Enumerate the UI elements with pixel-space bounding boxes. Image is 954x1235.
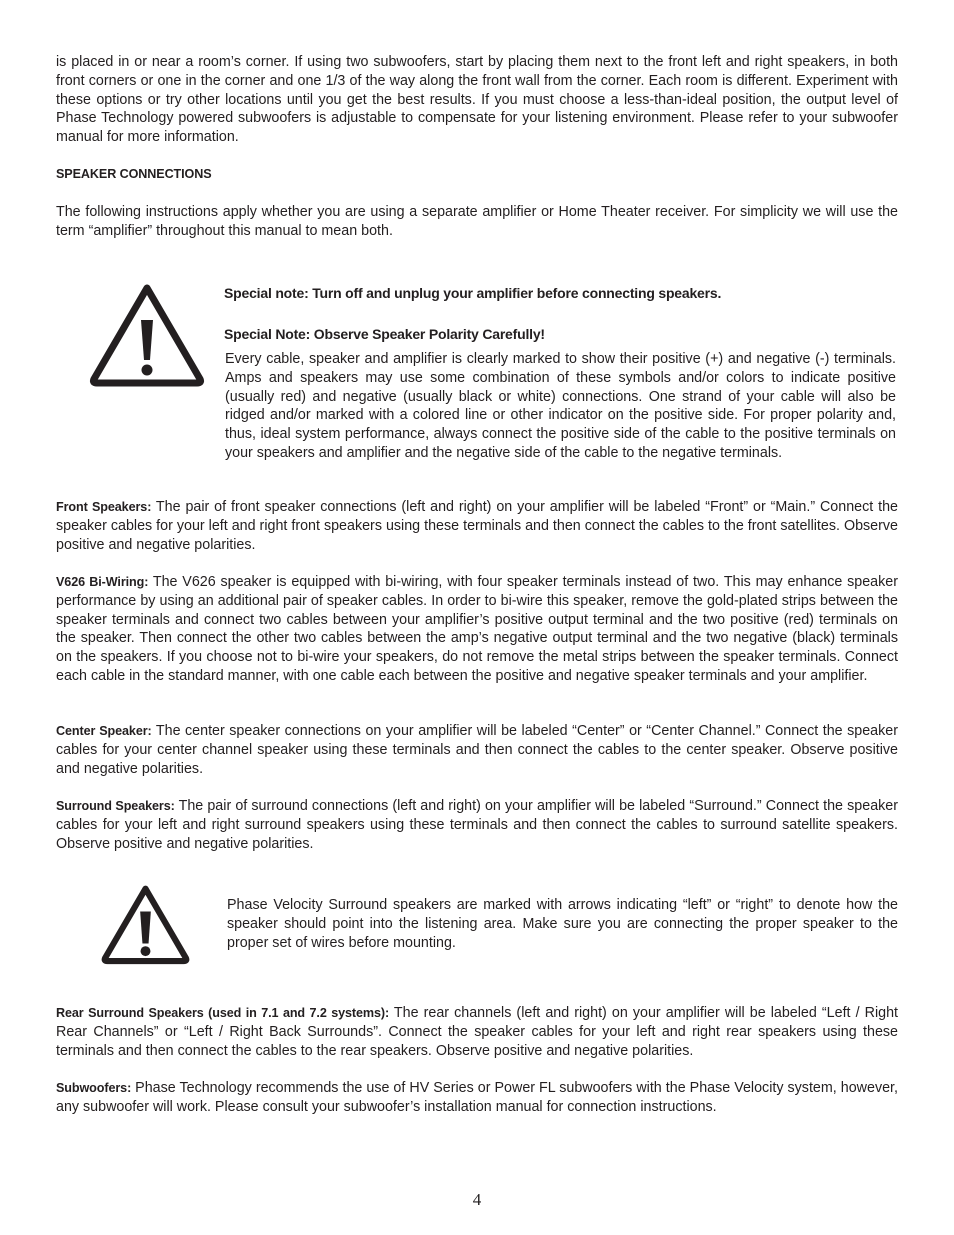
rear-surround-lead: Rear Surround Speakers (used in 7.1 and 7.2 systems):: [56, 1006, 390, 1020]
rear-surround-text: The rear channels (left and right) on your amplifier will be labeled “Left / Right Rear Channels” or “Left / Right Back Surrounds”. Connect the speaker cables for your left and right rear speakers using these terminals and then connect the cables to the rear speakers. Observe positive and negative polarities.: [56, 1005, 898, 1059]
bi-wiring-lead: V626 Bi-Wiring:: [56, 575, 149, 589]
page-number: 4: [472, 1190, 482, 1209]
intro-paragraph: is placed in or near a room’s corner. If using two subwoofers, start by placing them next to the front left and right speakers, in both front corners or one in the corner and one 1/3 of the way along the front wall from the corner. Each room is different. Experiment with these options or try other locations until you get the best results. If you must choose a less-than-ideal position, the output level of Phase Technology powered subwoofers is adjustable to compensate for your listening environment. Please refer to your subwoofer manual for more information.: [56, 54, 898, 146]
rear-surround-paragraph: [56, 1004, 898, 1060]
bi-wiring-text: The V626 speaker is equipped with bi-wiring, with four speaker terminals instead of two. This may enhance speaker performance by using an additional pair of speaker cables. In order to bi-wire this speaker, remove the gold-plated strips between the speaker terminals and connect two cables between your amplifier’s positive output terminal and the two positive (red) terminals on the speaker. Then connect the other two cables between the amp’s negative output terminal and the two negative (black) terminals on the speakers. If you choose not to bi-wire your speakers, do not remove the metal strips between the speaker terminals. Connect each cable in the standard manner, with one cable each between the positive and negative speaker terminals and your amplifier.: [56, 574, 898, 684]
subwoofers-paragraph: [56, 1079, 898, 1117]
center-speaker-lead: Center Speaker:: [56, 724, 152, 738]
bi-wiring-paragraph: [56, 573, 898, 686]
front-speakers-paragraph: [56, 498, 898, 554]
front-speakers-lead: Front Speakers:: [56, 500, 152, 514]
front-speakers-text: The pair of front speaker connections (left and right) on your amplifier will be labeled “Front” or “Main.” Connect the speaker cables for your left and right front speakers using these terminals and then connect the cables to the front satellites. Observe positive and negative polarities.: [56, 499, 898, 553]
instructions-paragraph: The following instructions apply whether you are using a separate amplifier or Home Theater receiver. For simplicity we will use the term “amplifier” throughout this manual to mean both.: [56, 204, 898, 239]
surround-direction-paragraph: Phase Velocity Surround speakers are marked with arrows indicating “left” or “right” to denote how the speaker should point into the listening area. Make sure you are connecting the proper speaker to the proper set of wires before mounting.: [227, 897, 898, 951]
warning-note-power: Special note: Turn off and unplug your amplifier before connecting speakers.: [224, 285, 722, 301]
polarity-paragraph: Every cable, speaker and amplifier is clearly marked to show their positive (+) and negative (-) terminals. Amps and speakers may use some combination of these symbols and/or colors to indicate positive (usually red) and negative (usually black or white) connections. One strand of your cable will also be ridged and/or marked with a colored line or other indicator on the positive side. For proper polarity and, thus, ideal system performance, always connect the positive side of the cable to the positive terminals on your speakers and amplifier and the negative side of the cable to the negative terminals.: [225, 351, 896, 461]
subwoofers-text: Phase Technology recommends the use of HV Series or Power FL subwoofers with the Phase Velocity system, however, any subwoofer will work. Please consult your subwoofer’s installation manual for connection instructions.: [56, 1080, 898, 1115]
surround-speakers-paragraph: [56, 797, 898, 853]
surround-speakers-text: The pair of surround connections (left and right) on your amplifier will be labeled “Surround.” Connect the speaker cables for your left and right surround speakers using these terminals and then connect the cables to surround satellite speakers. Observe positive and negative polarities.: [56, 798, 898, 852]
section-heading: SPEAKER CONNECTIONS: [56, 167, 212, 181]
warning-note-polarity: Special Note: Observe Speaker Polarity Carefully!: [224, 326, 545, 342]
surround-speakers-lead: Surround Speakers:: [56, 799, 175, 813]
warning-triangle-icon: [99, 883, 192, 966]
center-speaker-paragraph: [56, 722, 898, 778]
subwoofers-lead: Subwoofers:: [56, 1081, 132, 1095]
warning-triangle-icon: [86, 282, 208, 388]
center-speaker-text: The center speaker connections on your amplifier will be labeled “Center” or “Center Channel.” Connect the speaker cables for your center channel speaker using these terminals and then connect the cables to the center speaker. Observe positive and negative polarities.: [56, 723, 898, 777]
